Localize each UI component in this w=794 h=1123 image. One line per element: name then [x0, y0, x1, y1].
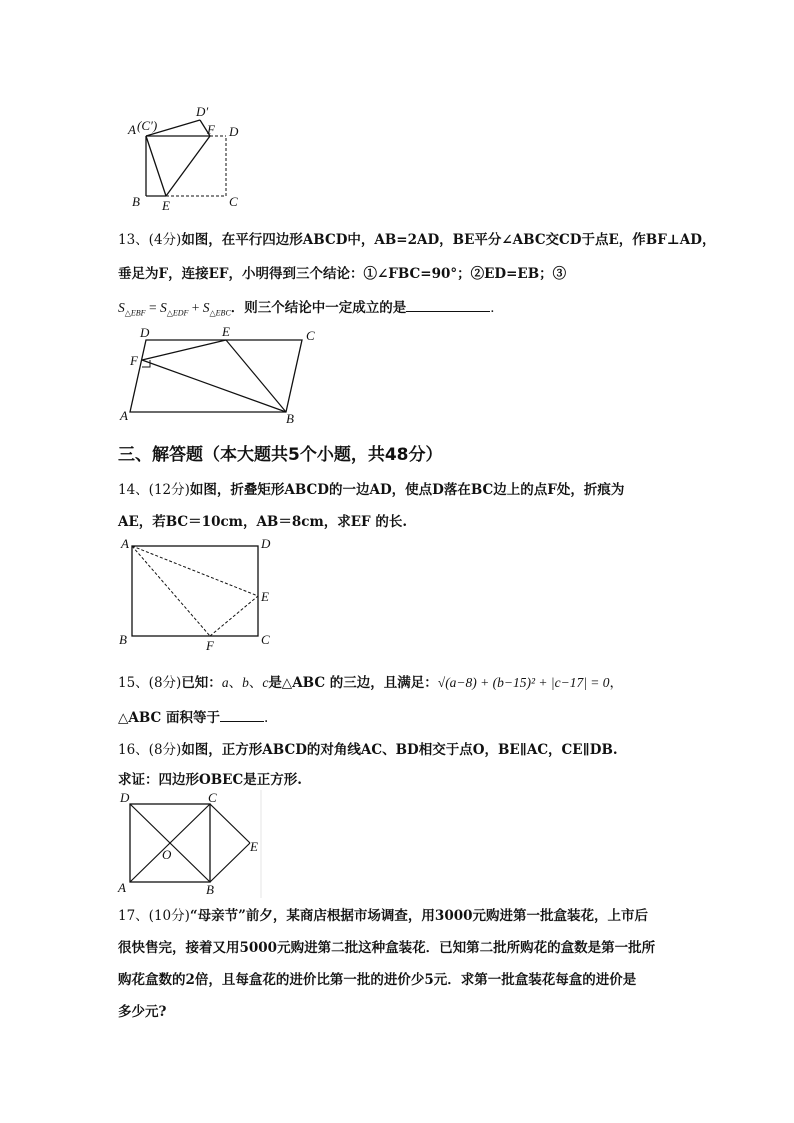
label-C: C [306, 328, 315, 343]
q13-tail: ．则三个结论中一定成立的是 [230, 300, 407, 316]
label-D: D [229, 124, 239, 139]
label-A: A [118, 880, 126, 895]
q14-line1 [118, 478, 624, 498]
q15-number: 15、(8分) [118, 675, 182, 691]
label-C-prime: (C′) [137, 118, 158, 133]
q15-text1: 已知： [181, 675, 222, 691]
q15-comma: ， [609, 675, 624, 691]
formula-plus: + [191, 300, 200, 315]
q17-text1: “母亲节”前夕，某商店根据市场调查，用3000元购进第一批盒装花，上市后 [189, 908, 648, 924]
label-O: O [162, 847, 172, 862]
label-B: B [132, 194, 140, 209]
square-figure [116, 790, 266, 898]
q13-formula [118, 300, 231, 318]
q16-line2 [118, 768, 302, 788]
q17-line1 [118, 904, 648, 924]
q13-number: 13、(4分) [118, 232, 182, 248]
q16-number: 16、(8分) [118, 742, 182, 758]
q17-text3: 购花盒数的2倍，且每盒花的进价比第一批的进价少5元．求第一批盒装花每盒的进价是 [118, 972, 637, 988]
q14-text1: 如图，折叠矩形ABCD的一边AD，使点D落在BC边上的点F处，折痕为 [189, 482, 625, 498]
label-E: E [250, 839, 258, 854]
label-F: F [130, 353, 138, 368]
q17-text2: 很快售完，接着又用5000元购进第二批这种盒装花．已知第二批所购花的盒数是第一批所 [118, 940, 656, 956]
label-F: F [206, 638, 214, 652]
label-D: D [261, 536, 271, 551]
q13-end: ． [490, 300, 504, 316]
q16-text1: 如图，正方形ABCD的对角线AC、BD相交于点O，BE∥AC，CE∥DB. [181, 742, 618, 758]
q13-text2: 垂足为F，连接EF，小明得到三个结论：①∠FBC=90°；②ED=EB；③ [118, 266, 567, 282]
q14-text2: AE，若BC＝10cm，AB＝8cm，求EF 的长. [118, 514, 408, 530]
q17-line3 [118, 968, 636, 988]
label-C: C [229, 194, 238, 209]
label-A: A [121, 536, 129, 551]
q13-line1 [118, 228, 715, 248]
q16-line1 [118, 738, 618, 758]
label-A: A [128, 122, 136, 137]
q17-text4: 多少元? [118, 1004, 167, 1020]
label-B: B [206, 882, 214, 897]
q15-a: a [221, 675, 229, 690]
formula-s3: S [202, 300, 210, 315]
formula-sub2: △EDF [166, 308, 189, 318]
label-D: D [140, 325, 150, 340]
label-E: E [162, 198, 170, 212]
parallelogram-figure [118, 322, 328, 426]
formula-sub1: △EBF [124, 308, 146, 318]
q14-number: 14、(12分) [118, 482, 190, 498]
q15-equation: √(a−8) + (b−15)² + |c−17| = 0 [437, 675, 610, 690]
rectangle-fold-figure [118, 534, 286, 652]
q13-answer-blank[interactable] [406, 299, 490, 312]
label-B: B [119, 632, 127, 647]
q15-line2 [118, 706, 268, 726]
q17-line2 [118, 936, 655, 956]
label-B: B [286, 411, 294, 426]
formula-eq: = [148, 300, 157, 315]
label-C: C [208, 790, 217, 805]
q15-c: c [262, 675, 269, 690]
label-D-prime: D′ [196, 104, 209, 119]
label-D: D [120, 790, 130, 805]
q15-text3: △ABC 面积等于 [118, 710, 220, 726]
formula-s2: S [159, 300, 167, 315]
fold-figure [126, 100, 256, 212]
section-3-title: 三、解答题（本大题共5个小题，共48分） [118, 445, 443, 465]
q15-line1 [118, 671, 623, 691]
q17-line4 [118, 1000, 166, 1020]
label-E: E [261, 589, 269, 604]
q17-number: 17、(10分) [118, 908, 190, 924]
label-C: C [261, 632, 270, 647]
q15-answer-blank[interactable] [220, 709, 264, 722]
q15-sep1: 、 [228, 675, 243, 691]
formula-s1: S [118, 300, 125, 315]
q14-line2 [118, 510, 407, 530]
q13-line2 [118, 262, 566, 282]
label-F: F [207, 122, 215, 137]
q13-line3 [118, 296, 504, 318]
q15-end: . [263, 710, 269, 726]
q15-sep2: 、 [248, 675, 263, 691]
formula-sub3: △EBC [209, 308, 231, 318]
label-E: E [222, 324, 230, 339]
q16-text2: 求证：四边形OBEC是正方形. [118, 772, 302, 788]
q13-text1: 如图，在平行四边形ABCD中，AB=2AD，BE平分∠ABC交CD于点E，作BF⊥AD， [181, 232, 716, 248]
label-A: A [120, 408, 128, 423]
q15-b: b [242, 675, 249, 690]
q15-text2: 是△ABC 的三边，且满足： [268, 675, 438, 691]
